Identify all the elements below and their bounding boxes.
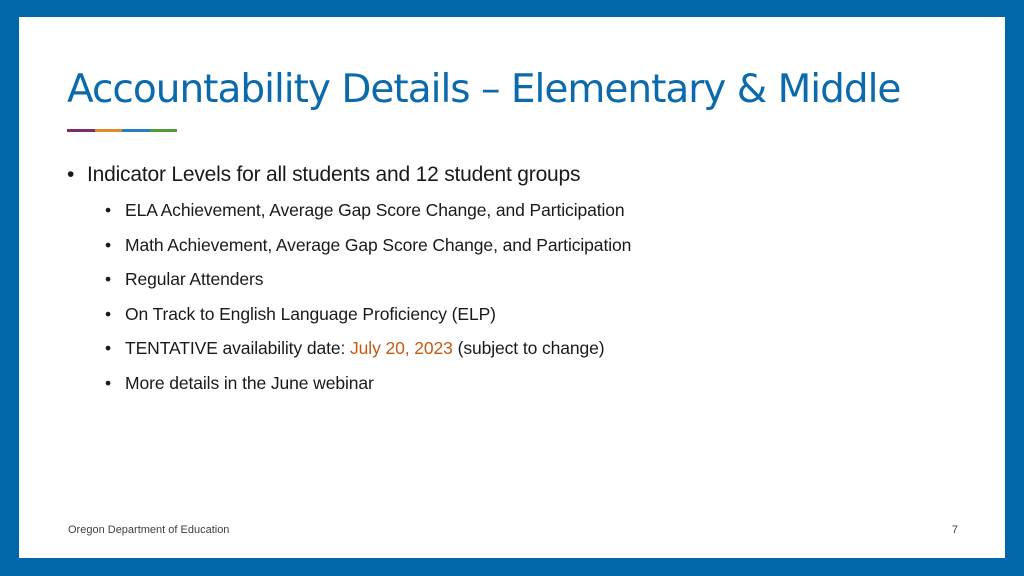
sub-bullet-attenders: • Regular Attenders [105, 268, 967, 303]
accent-segment [95, 129, 123, 132]
title-accent-bar [67, 129, 177, 132]
sub-bullet-tentative-date [105, 337, 967, 372]
sub-bullet-list [67, 199, 967, 406]
tentative-prefix: TENTATIVE availability date: [125, 338, 351, 358]
tentative-date: July 20, 2023 [350, 338, 453, 358]
sub-bullet-webinar: • More details in the June webinar [105, 372, 967, 407]
footer-organization: Oregon Department of Education [68, 524, 230, 536]
sub-bullet-math: • Math Achievement, Average Gap Score Change, and Participation [105, 234, 967, 269]
slide-content [67, 161, 967, 406]
main-bullet: • Indicator Levels for all students and 12 student groups [67, 161, 967, 189]
slide-title: Accountability Details – Elementary & Middle [67, 67, 901, 112]
sub-bullet-ela: • ELA Achievement, Average Gap Score Change, and Participation [105, 199, 967, 234]
page-number: 7 [951, 524, 958, 536]
slide [19, 17, 1005, 558]
accent-segment [150, 129, 178, 132]
sub-bullet-elp: • On Track to English Language Proficiency (ELP) [105, 303, 967, 338]
accent-segment [67, 129, 95, 132]
tentative-suffix: (subject to change) [452, 338, 605, 358]
accent-segment [122, 129, 150, 132]
